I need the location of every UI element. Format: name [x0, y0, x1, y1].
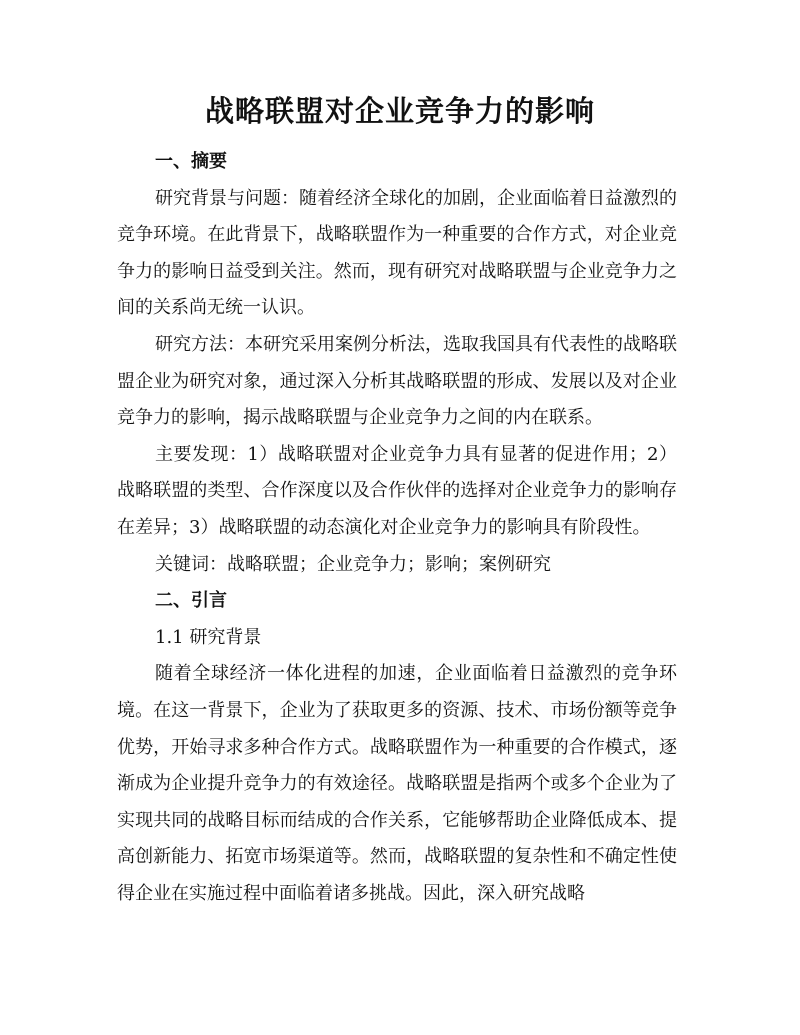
keywords-line: 关键词：战略联盟；企业竞争力；影响；案例研究 — [155, 553, 551, 575]
intro-paragraph: 随着全球经济一体化进程的加速，企业面临着日益激烈的竞争环境。在这一背景下，企业为了获取更多的资源、技术、市场份额等竞争优势，开始寻求多种合作方式。战略联盟作为一种重要的合作模式，逐渐成为企业提升竞争力的有效途径。战略联盟是指两个或多个企业为了实现共同的战略目标而结成的合作关系，它能够帮助企业降低成本、提高创新能力、拓宽市场渠道等。然而，战略联盟的复杂性和不确定性使得企业在实施过程中面临着诸多挑战。因此，深入研究战略 — [117, 663, 677, 904]
abstract-method-paragraph: 研究方法：本研究采用案例分析法，选取我国具有代表性的战略联盟企业为研究对象，通过深入分析其战略联盟的形成、发展以及对企业竞争力的影响，揭示战略联盟与企业竞争力之间的内在联系。 — [117, 333, 677, 429]
abstract-findings-paragraph: 主要发现：1）战略联盟对企业竞争力具有显著的促进作用；2）战略联盟的类型、合作深度以及合作伙伴的选择对企业竞争力的影响存在差异；3）战略联盟的动态演化对企业竞争力的影响具有阶段性。 — [117, 443, 677, 538]
intro-subheading: 1.1 研究背景 — [155, 626, 262, 648]
abstract-background-paragraph: 研究背景与问题：随着经济全球化的加剧，企业面临着日益激烈的竞争环境。在此背景下，战略联盟作为一种重要的合作方式，对企业竞争力的影响日益受到关注。然而，现有研究对战略联盟与企业竞争力之间的关系尚无统一认识。 — [117, 187, 677, 319]
document-body — [117, 144, 677, 912]
document-title: 战略联盟对企业竞争力的影响 — [204, 94, 595, 128]
abstract-heading: 一、摘要 — [155, 151, 227, 172]
intro-heading: 二、引言 — [155, 590, 227, 612]
